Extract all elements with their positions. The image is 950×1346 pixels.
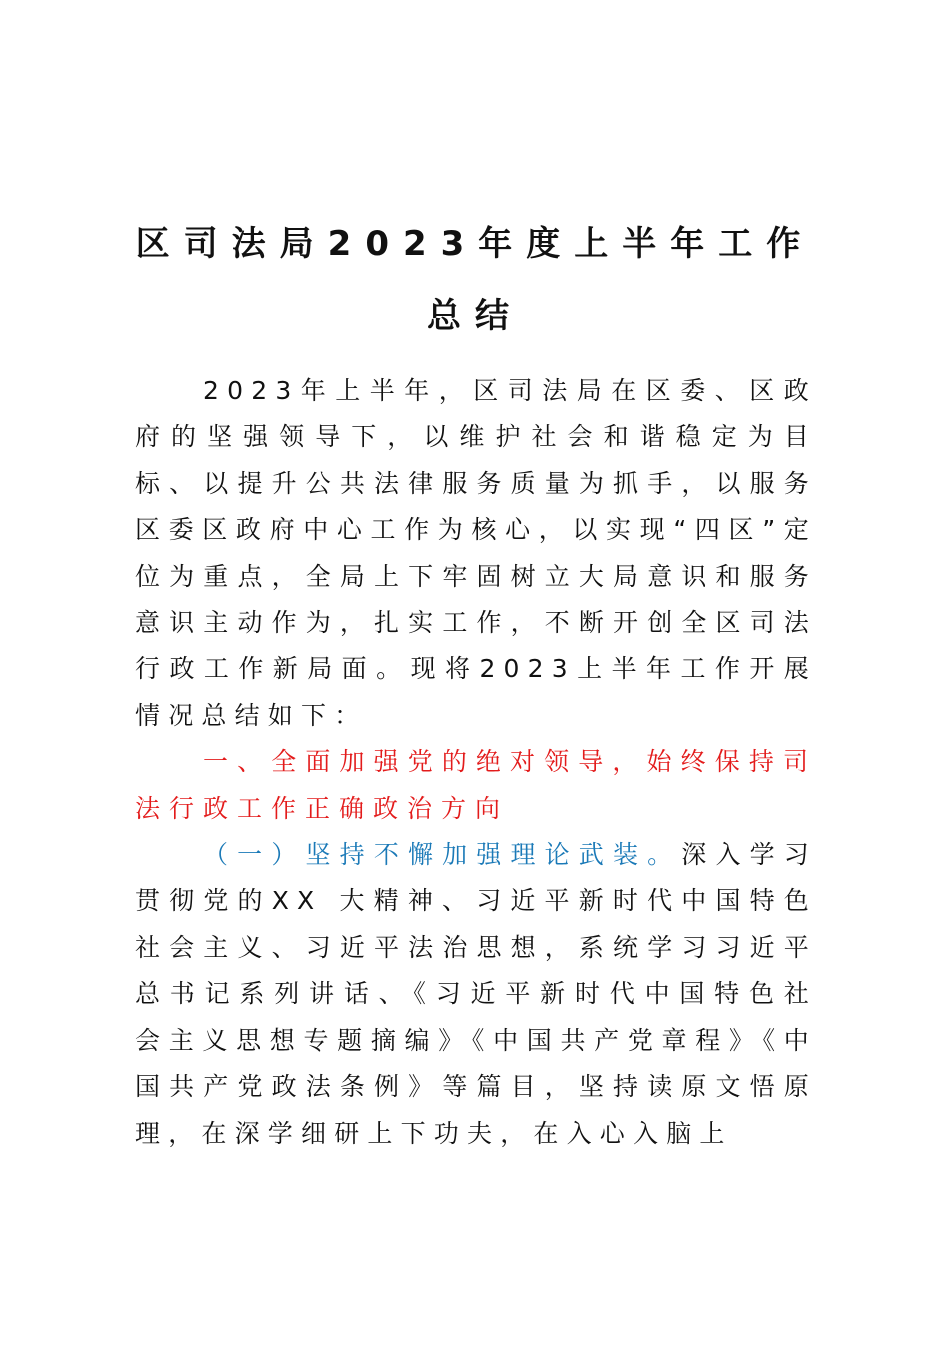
document-title-line1: 区司法局2023年度上半年工作	[135, 224, 815, 264]
subsection-paragraph-1	[135, 832, 817, 1157]
intro-paragraph: 2023年上半年，区司法局在区委、区政府的坚强领导下，以维护社会和谐稳定为目标、以提升公共法律服务质量为抓手，以服务区委区政府中心工作为核心，以实现“四区”定位为重点，全局上下牢固树立大局意识和服务意识主动作为，扎实工作，不断开创全区司法行政工作新局面。现将2023上半年工作开展情况总结如下：	[135, 376, 817, 730]
section-heading-1: 一、全面加强党的绝对领导，始终保持司法行政工作正确政治方向	[135, 747, 817, 823]
subsection-heading-1: （一）坚持不懈加强理论武装。	[203, 840, 682, 870]
document-body	[135, 368, 817, 1157]
document-title-line2: 总结	[427, 296, 523, 336]
subsection-body-1: 深入学习贯彻党的XX 大精神、习近平新时代中国特色社会主义、习近平法治思想，系统学习习近平总书记系列讲话、《习近平新时代中国特色社会主义思想专题摘编》《中国共产党章程》《中国共产党政法条例》等篇目，坚持读原文悟原理，在深学细研上下功夫，在入心入脑上	[135, 840, 817, 1148]
